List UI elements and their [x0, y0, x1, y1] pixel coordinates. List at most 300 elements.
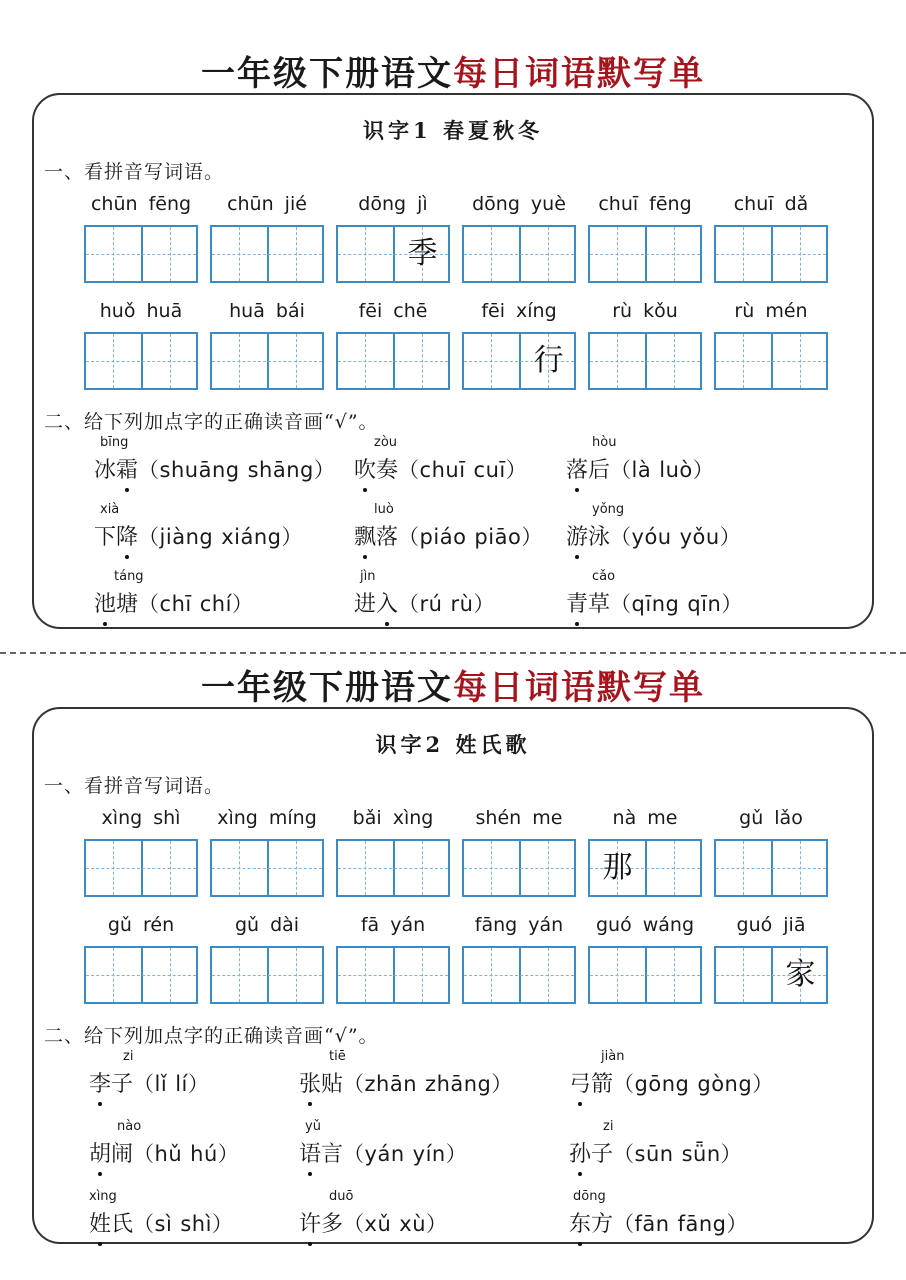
word-character [89, 1207, 111, 1238]
pinyin-label: chuī dǎ [733, 193, 809, 215]
reading-options: （jiàng xiáng） [138, 525, 303, 549]
pinyin-label: bǎi xìng [352, 807, 434, 829]
character-text: 贴 [321, 1072, 344, 1097]
filled-character [716, 227, 771, 281]
pinyin-label: fāng yán [474, 914, 564, 936]
word-cell [210, 807, 324, 897]
filled-character [212, 227, 267, 281]
reading-option[interactable]: hǔ [154, 1142, 183, 1166]
word-line [566, 587, 743, 618]
character-text: 箭 [591, 1072, 614, 1097]
pinyin-label: xìng shì [101, 807, 181, 829]
section-heading-pinyin: 一、看拼音写词语。 [44, 775, 225, 797]
reading-options: （rú rù） [398, 592, 495, 616]
pinyin-label: nà me [612, 807, 678, 829]
reading-option[interactable]: jiàng [159, 525, 214, 549]
word-character [569, 1137, 591, 1168]
word-character [116, 453, 138, 484]
writing-box[interactable] [462, 946, 576, 1004]
writing-box[interactable] [210, 946, 324, 1004]
writing-box[interactable] [210, 225, 324, 283]
character-text: 草 [588, 592, 611, 617]
character-text: 氏 [111, 1212, 134, 1237]
word-character [299, 1207, 321, 1238]
writing-box[interactable] [462, 332, 576, 390]
pinyin-label: chūn jié [227, 193, 307, 215]
word-line [94, 520, 303, 551]
reading-option[interactable]: xǔ [364, 1212, 392, 1236]
word-character [591, 1137, 613, 1168]
filled-character [143, 334, 198, 388]
word-character [111, 1067, 133, 1098]
word-character [321, 1137, 343, 1168]
character-text: 飘 [354, 525, 377, 550]
reading-option[interactable]: sì [154, 1212, 173, 1236]
writing-box[interactable] [84, 839, 198, 897]
word-cell [84, 300, 198, 390]
worksheet-card [32, 93, 874, 629]
character-text: 池 [94, 592, 117, 617]
filled-character [590, 334, 645, 388]
writing-box[interactable] [84, 225, 198, 283]
reading-option[interactable]: shuāng [159, 458, 240, 482]
filled-character [395, 841, 450, 895]
reading-options: （zhān zhāng） [343, 1072, 513, 1096]
word-cell [462, 807, 576, 897]
word-line [354, 520, 543, 551]
emphasis-dot [308, 1102, 312, 1106]
writing-box[interactable] [336, 839, 450, 897]
pinyin-annotation: luò [374, 502, 394, 517]
emphasis-dot [98, 1172, 102, 1176]
pinyin-annotation: tiē [329, 1049, 346, 1064]
filled-character [86, 948, 141, 1002]
word-line [566, 520, 741, 551]
word-line [299, 1207, 448, 1238]
word-character [588, 453, 610, 484]
word-line [569, 1207, 748, 1238]
reading-option[interactable]: shāng [247, 458, 314, 482]
pinyin-label: dōng jì [358, 193, 428, 215]
word-character [354, 587, 376, 618]
character-text: 子 [591, 1142, 614, 1167]
character-text: 进 [354, 592, 377, 617]
reading-option[interactable]: yǒu [679, 525, 720, 549]
reading-options: （shuāng shāng） [138, 458, 336, 482]
character-text: 降 [116, 525, 139, 550]
word-character [591, 1067, 613, 1098]
word-line [299, 1067, 513, 1098]
reading-option[interactable]: qīng [631, 592, 680, 616]
reading-options: （yóu yǒu） [610, 525, 742, 549]
pinyin-label: guó wáng [595, 914, 695, 936]
reading-option[interactable]: gōng [634, 1072, 690, 1096]
word-cell [714, 300, 828, 390]
reading-option[interactable]: lí [175, 1072, 188, 1096]
character-text: 许 [299, 1212, 322, 1237]
pinyin-annotation: jìn [360, 569, 376, 584]
reading-option[interactable]: luò [659, 458, 693, 482]
character-text: 吹 [354, 458, 377, 483]
word-line [89, 1207, 233, 1238]
reading-option[interactable]: yán [364, 1142, 405, 1166]
reading-options: （gōng gòng） [613, 1072, 774, 1096]
reading-options: （là luò） [610, 458, 715, 482]
reading-options: （lǐ lí） [133, 1072, 210, 1096]
writing-box[interactable] [84, 946, 198, 1004]
word-line [566, 453, 714, 484]
writing-box[interactable] [336, 946, 450, 1004]
reading-option[interactable]: sǖn [681, 1142, 721, 1166]
filled-character [269, 841, 324, 895]
word-character [299, 1137, 321, 1168]
word-character [116, 587, 138, 618]
title-black-part: 一年级下册语文 [201, 668, 453, 708]
emphasis-dot [308, 1172, 312, 1176]
word-cell [336, 193, 450, 283]
reading-option[interactable]: xiáng [221, 525, 282, 549]
reading-option[interactable]: chuī [419, 458, 466, 482]
pinyin-annotation: yǔ [305, 1119, 321, 1134]
reading-option[interactable]: zhāng [425, 1072, 492, 1096]
word-line [299, 1137, 467, 1168]
reading-option[interactable]: qīn [687, 592, 722, 616]
reading-option[interactable]: rú [419, 592, 443, 616]
pinyin-label: fā yán [360, 914, 426, 936]
reading-option[interactable]: xù [399, 1212, 427, 1236]
filled-character [269, 948, 324, 1002]
pinyin-annotation: dōng [573, 1189, 606, 1204]
filled-character [212, 841, 267, 895]
word-character [116, 520, 138, 551]
word-character [591, 1207, 613, 1238]
pinyin-label: rù mén [734, 300, 808, 322]
reading-option[interactable]: piáo [419, 525, 467, 549]
filled-character [716, 948, 771, 1002]
filled-character [338, 841, 393, 895]
character-text: 落 [566, 458, 589, 483]
word-character [588, 520, 610, 551]
pinyin-label: fēi chē [358, 300, 428, 322]
pinyin-label: huǒ huā [99, 300, 183, 322]
reading-option[interactable]: rù [450, 592, 474, 616]
word-character [94, 453, 116, 484]
section-heading-pinyin: 一、看拼音写词语。 [44, 161, 225, 183]
word-cell [84, 914, 198, 1004]
reading-options: （chī chí） [138, 592, 254, 616]
character-text: 奏 [376, 458, 399, 483]
filled-character [143, 948, 198, 1002]
filled-character [647, 227, 702, 281]
pinyin-annotation: duō [329, 1189, 354, 1204]
word-character [94, 520, 116, 551]
pinyin-label: guó jiā [736, 914, 806, 936]
filled-character [212, 334, 267, 388]
reading-options: （sì shì） [133, 1212, 234, 1236]
filled-character [269, 334, 324, 388]
word-cell [714, 193, 828, 283]
writing-box[interactable] [714, 946, 828, 1004]
reading-option[interactable]: hú [190, 1142, 218, 1166]
word-character [569, 1207, 591, 1238]
cut-line [0, 652, 906, 654]
word-grid [84, 914, 826, 1084]
emphasis-dot [125, 555, 129, 559]
word-cell [588, 193, 702, 283]
word-cell [84, 807, 198, 897]
pinyin-annotation: zi [123, 1049, 134, 1064]
lesson-title: 识字2 姓氏歌 [375, 732, 531, 757]
word-character [94, 587, 116, 618]
filled-character [143, 841, 198, 895]
word-character [566, 587, 588, 618]
reading-option[interactable]: lǐ [154, 1072, 168, 1096]
writing-box[interactable] [462, 839, 576, 897]
filled-character [590, 948, 645, 1002]
writing-box[interactable] [210, 839, 324, 897]
word-cell [84, 193, 198, 283]
pinyin-annotation: zòu [374, 435, 398, 450]
pinyin-annotation: jiàn [601, 1049, 625, 1064]
pinyin-annotation: táng [114, 569, 144, 584]
writing-box[interactable] [588, 839, 702, 897]
filled-character [521, 948, 576, 1002]
word-character [569, 1067, 591, 1098]
pinyin-label: gǔ dài [234, 914, 300, 936]
writing-box[interactable] [714, 839, 828, 897]
writing-box[interactable] [588, 225, 702, 283]
title-black-part: 一年级下册语文 [201, 54, 453, 94]
pinyin-label: gǔ rén [107, 914, 175, 936]
reading-option[interactable]: sūn [634, 1142, 674, 1166]
character-text: 李 [89, 1072, 112, 1097]
word-character [588, 587, 610, 618]
writing-box[interactable] [714, 225, 828, 283]
reading-option[interactable]: shì [180, 1212, 212, 1236]
character-text: 塘 [116, 592, 139, 617]
filled-character [143, 227, 198, 281]
word-line [89, 1137, 239, 1168]
emphasis-dot [363, 488, 367, 492]
word-character [299, 1067, 321, 1098]
character-text: 胡 [89, 1142, 112, 1167]
word-character [89, 1067, 111, 1098]
word-character [566, 520, 588, 551]
filled-character [395, 948, 450, 1002]
reading-option[interactable]: chī [159, 592, 192, 616]
emphasis-dot [575, 555, 579, 559]
writing-box[interactable] [462, 225, 576, 283]
reading-option[interactable]: gòng [697, 1072, 753, 1096]
filled-character [86, 334, 141, 388]
emphasis-dot [578, 1242, 582, 1246]
word-line [569, 1067, 774, 1098]
pinyin-annotation: xià [100, 502, 120, 517]
character-text: 姓 [89, 1212, 112, 1237]
reading-option[interactable]: là [631, 458, 652, 482]
filled-character [464, 841, 519, 895]
word-character [354, 520, 376, 551]
filled-character [338, 334, 393, 388]
word-cell [462, 193, 576, 283]
character-text: 东 [569, 1212, 592, 1237]
character-text: 弓 [569, 1072, 592, 1097]
writing-box[interactable] [336, 332, 450, 390]
pinyin-label: shén me [475, 807, 563, 829]
reading-option[interactable]: yóu [631, 525, 672, 549]
character-text: 子 [111, 1072, 134, 1097]
filled-character [773, 841, 828, 895]
pinyin-annotation: xìng [89, 1189, 117, 1204]
filled-character [647, 841, 702, 895]
title-red-part: 每日词语默写单 [453, 54, 705, 94]
emphasis-dot [578, 1102, 582, 1106]
pinyin-annotation: yǒng [592, 502, 625, 517]
reading-option[interactable]: zhān [364, 1072, 418, 1096]
emphasis-dot [98, 1102, 102, 1106]
writing-box[interactable] [714, 332, 828, 390]
character-text: 语 [299, 1142, 322, 1167]
character-text: 闹 [111, 1142, 134, 1167]
filled-character: 季 [407, 236, 438, 271]
filled-character: 那 [602, 850, 633, 885]
emphasis-dot [103, 622, 107, 626]
writing-box[interactable] [84, 332, 198, 390]
sheet-title [0, 660, 906, 709]
character-text: 下 [94, 525, 117, 550]
filled-character [521, 227, 576, 281]
writing-box[interactable] [336, 225, 450, 283]
reading-option[interactable]: cuī [473, 458, 506, 482]
character-text: 泳 [588, 525, 611, 550]
pinyin-label: dōng yuè [472, 193, 566, 215]
word-cell [714, 914, 828, 1004]
reading-options: （hǔ hú） [133, 1142, 240, 1166]
emphasis-dot [385, 622, 389, 626]
word-line [94, 453, 335, 484]
character-text: 孙 [569, 1142, 592, 1167]
emphasis-dot [308, 1242, 312, 1246]
filled-character [647, 948, 702, 1002]
pinyin-label: chūn fēng [90, 193, 192, 215]
filled-character [464, 334, 519, 388]
word-line [569, 1137, 742, 1168]
word-line [94, 587, 253, 618]
character-text: 后 [588, 458, 611, 483]
filled-character [590, 227, 645, 281]
reading-option[interactable]: fān [634, 1212, 670, 1236]
word-cell [336, 807, 450, 897]
word-cell [210, 300, 324, 390]
character-text: 多 [321, 1212, 344, 1237]
emphasis-dot [575, 488, 579, 492]
word-cell [462, 300, 576, 390]
character-text: 言 [321, 1142, 344, 1167]
pinyin-annotation: bīng [100, 435, 129, 450]
pinyin-annotation: nào [117, 1119, 142, 1134]
reading-options: （qīng qīn） [610, 592, 743, 616]
reading-options: （yán yín） [343, 1142, 468, 1166]
filled-character [395, 334, 450, 388]
word-character [111, 1207, 133, 1238]
filled-character [773, 227, 828, 281]
character-text: 落 [376, 525, 399, 550]
filled-character: 行 [533, 343, 564, 378]
filled-character [716, 334, 771, 388]
word-character [376, 520, 398, 551]
reading-options: （piáo piāo） [398, 525, 543, 549]
title-red-part: 每日词语默写单 [453, 668, 705, 708]
emphasis-dot [125, 488, 129, 492]
pinyin-label: rù kǒu [612, 300, 678, 322]
reading-option[interactable]: yín [412, 1142, 446, 1166]
writing-box[interactable] [588, 332, 702, 390]
reading-option[interactable]: piāo [474, 525, 522, 549]
filled-character [647, 334, 702, 388]
pinyin-annotation: zi [603, 1119, 614, 1134]
word-cell [210, 914, 324, 1004]
word-character [321, 1067, 343, 1098]
filled-character [464, 227, 519, 281]
word-character [89, 1137, 111, 1168]
word-character [321, 1207, 343, 1238]
filled-character [338, 227, 393, 281]
pinyin-label: chuī fēng [598, 193, 692, 215]
writing-box[interactable] [588, 946, 702, 1004]
character-text: 游 [566, 525, 589, 550]
pinyin-label: fēi xíng [481, 300, 557, 322]
emphasis-dot [578, 1172, 582, 1176]
section-heading-reading: 二、给下列加点字的正确读音画“√”。 [44, 411, 379, 433]
pinyin-label: huā bái [229, 300, 305, 322]
word-cell [588, 300, 702, 390]
word-cell [336, 300, 450, 390]
pinyin-annotation: hòu [592, 435, 617, 450]
word-cell [588, 807, 702, 897]
word-cell [588, 914, 702, 1004]
reading-options: （fān fāng） [613, 1212, 749, 1236]
writing-box[interactable] [210, 332, 324, 390]
character-text: 入 [376, 592, 399, 617]
filled-character [773, 334, 828, 388]
word-character [376, 587, 398, 618]
reading-options: （xǔ xù） [343, 1212, 448, 1236]
filled-character [86, 227, 141, 281]
emphasis-dot [575, 622, 579, 626]
reading-option[interactable]: fāng [677, 1212, 727, 1236]
filled-character: 家 [785, 957, 816, 992]
filled-character [212, 948, 267, 1002]
filled-character [86, 841, 141, 895]
sheet-title [0, 46, 906, 95]
filled-character [269, 227, 324, 281]
filled-character [521, 841, 576, 895]
word-cell [210, 193, 324, 283]
word-grid [84, 300, 826, 470]
character-text: 冰 [94, 458, 117, 483]
pinyin-label: xìng míng [217, 807, 317, 829]
filled-character [716, 841, 771, 895]
lesson-title: 识字1 春夏秋冬 [363, 118, 543, 143]
pinyin-label: gǔ lǎo [739, 807, 803, 829]
reading-option[interactable]: chí [199, 592, 232, 616]
filled-character [338, 948, 393, 1002]
word-character [111, 1137, 133, 1168]
word-line [354, 453, 527, 484]
worksheet-card [32, 707, 874, 1244]
character-text: 张 [299, 1072, 322, 1097]
word-cell [462, 914, 576, 1004]
